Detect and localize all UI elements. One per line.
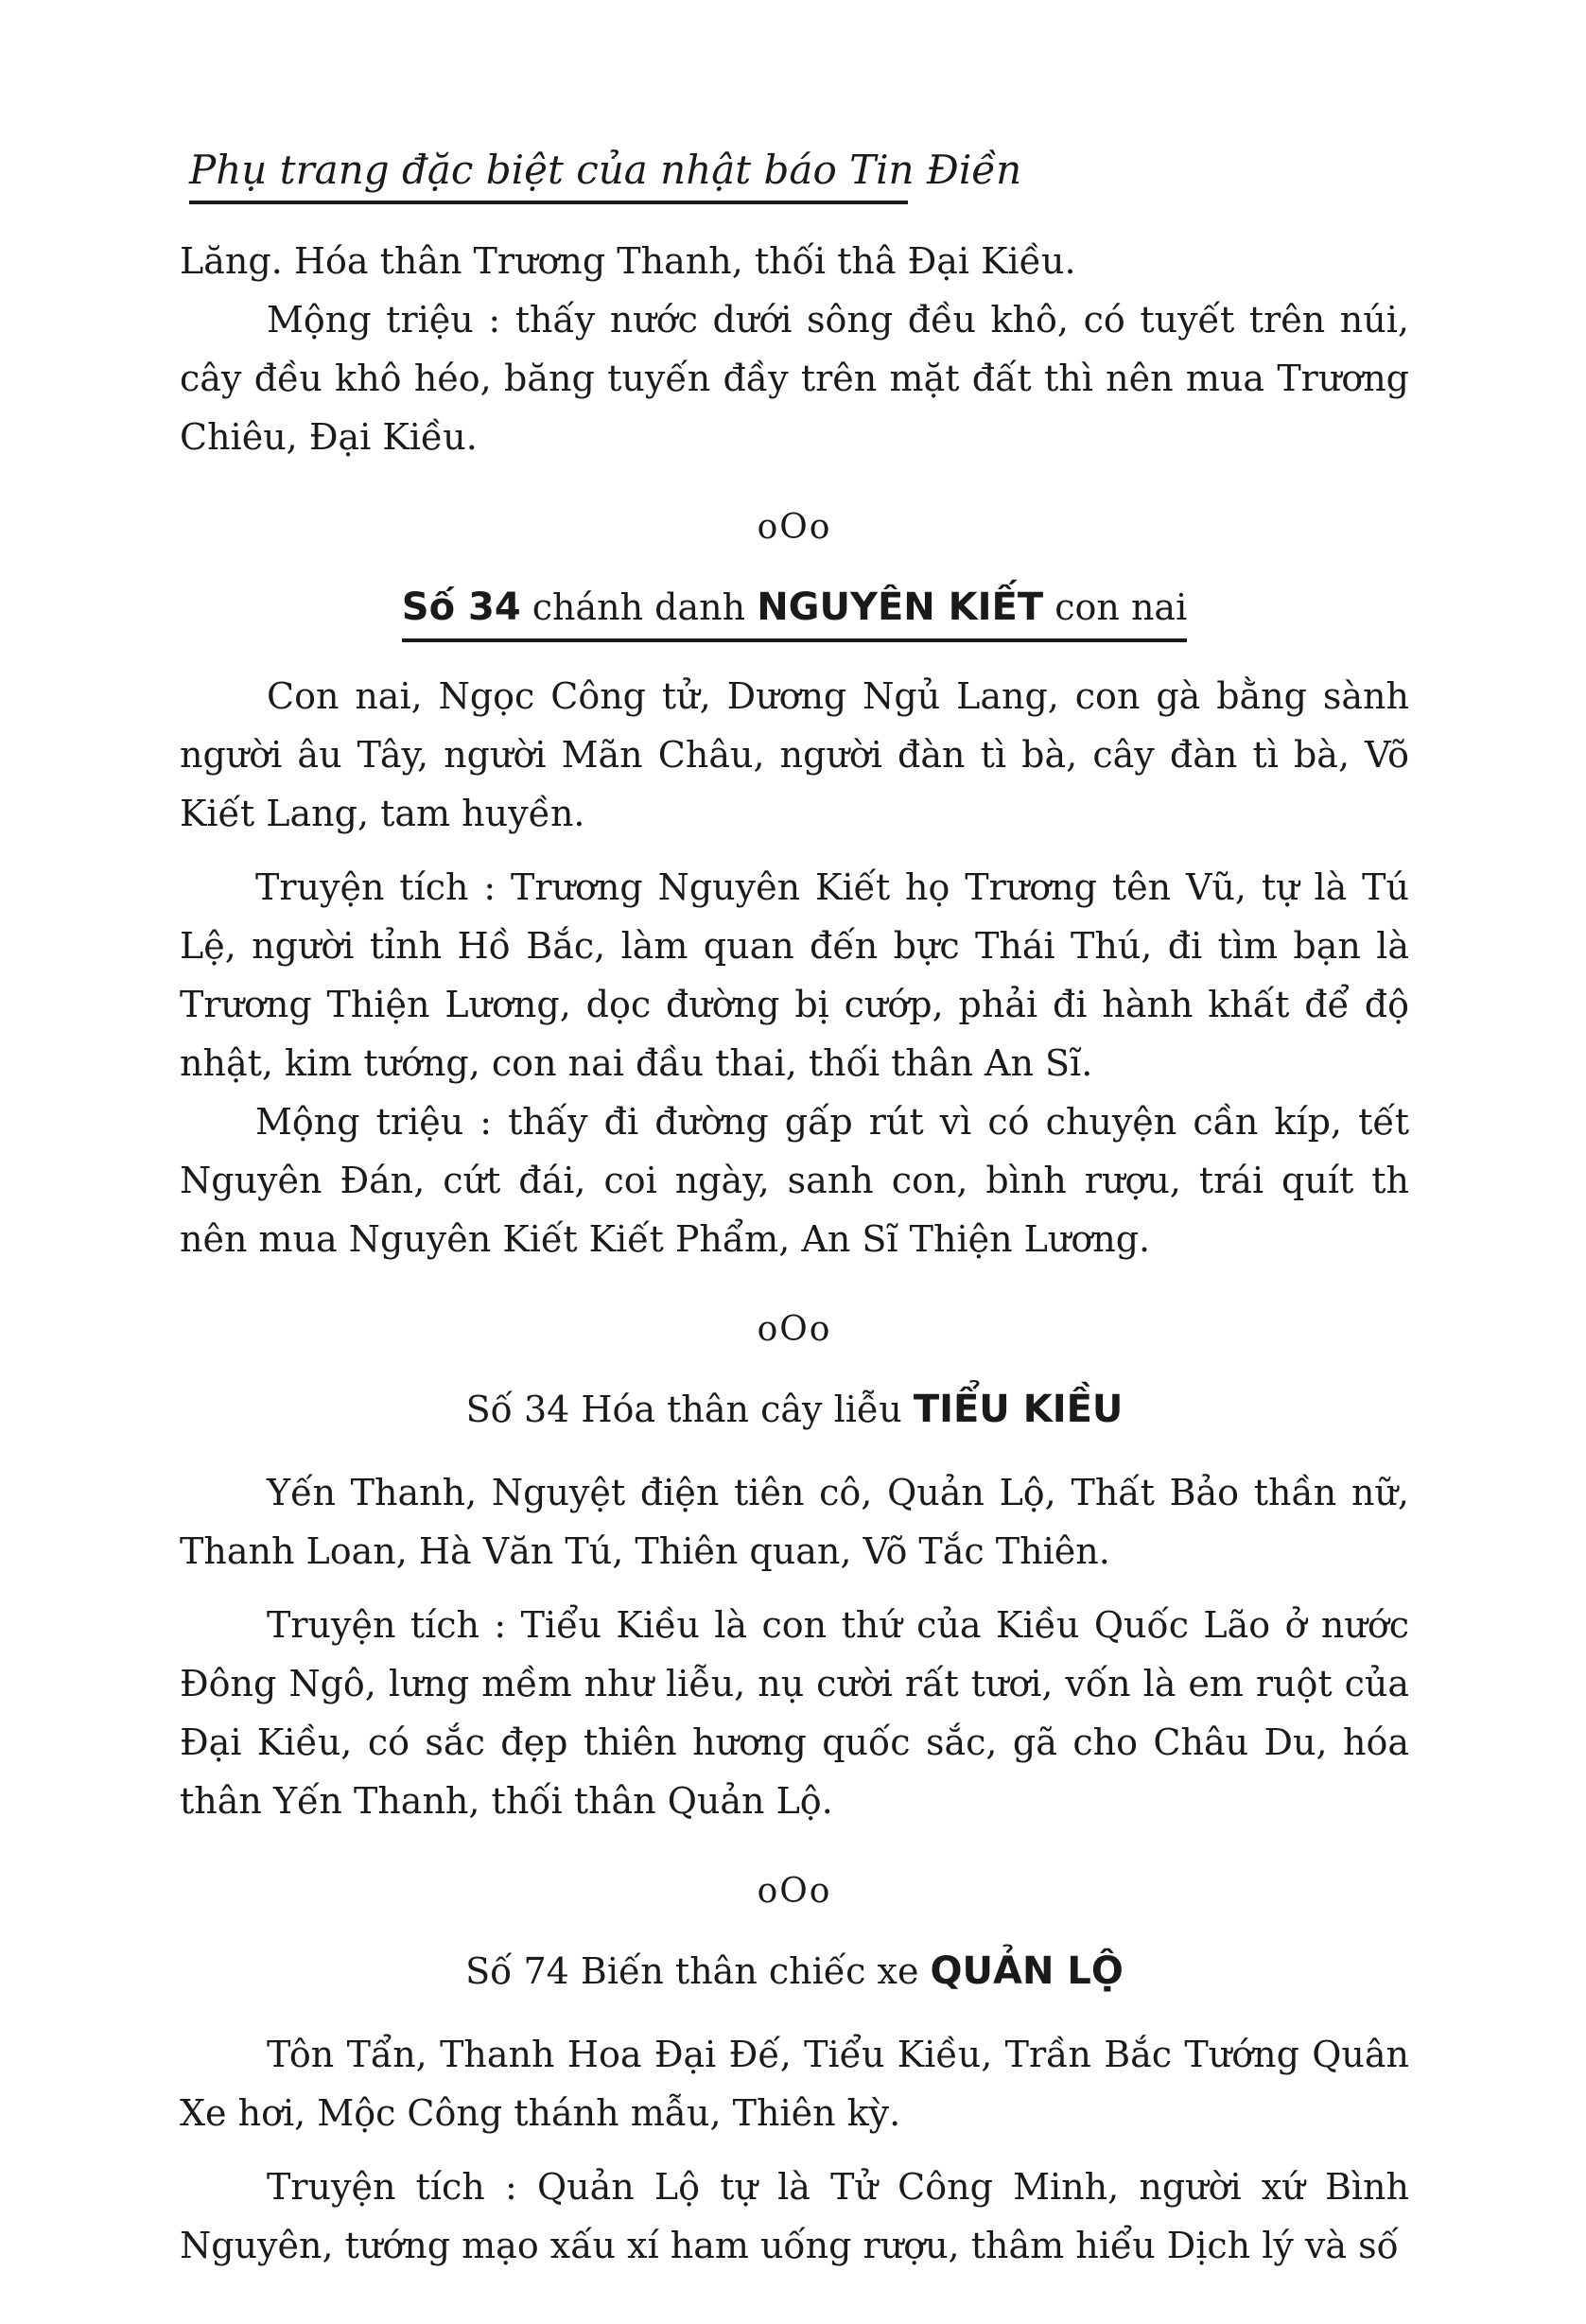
page-header [189, 147, 1022, 204]
paragraph: Truyện tích : Quản Lộ tự là Tử Công Minh, người xứ Bình Nguyên, tướng mạo xấu xí ham uống rượu, thâm hiểu Dịch lý và số [180, 2166, 1409, 2266]
entry-name: QUẢN LỘ [930, 1949, 1124, 1993]
entry-name: TIỂU KIỀU [913, 1388, 1124, 1431]
section-title [180, 1942, 1409, 2001]
entry-number: Số 34 [401, 585, 521, 629]
paragraph: Truyện tích : Trương Nguyên Kiết họ Trương tên Vũ, tự là Tú Lệ, người tỉnh Hồ Bắc, làm quan đến bực Thái Thú, đi tìm bạn là Trương Thiện Lương, dọc đường bị cướp, phải đi hành khất để độ nhật, kim tướng, con nai đầu thai, thối thân An Sĩ. [180, 866, 1409, 1084]
entry-name: NGUYÊN KIẾT [757, 585, 1044, 629]
page-content [180, 232, 1409, 2275]
paragraph: Con nai, Ngọc Công tử, Dương Ngủ Lang, con gà bằng sành người âu Tây, người Mãn Châu, người đàn tì bà, cây đàn tì bà, Võ Kiết Lang, tam huyền. [180, 675, 1409, 834]
paragraph: Truyện tích : Tiểu Kiều là con thứ của Kiều Quốc Lão ở nước Đông Ngô, lưng mềm như liễu, nụ cười rất tươi, vốn là em ruột của Đại Kiều, có sắc đẹp thiên hương quốc sắc, gã cho Châu Du, hóa thân Yến Thanh, thối thân Quản Lộ. [180, 1604, 1409, 1822]
header-text: Phụ trang đặc biệt của nhật báo Tin Điền [189, 147, 1022, 193]
section-separator: oOo [757, 508, 832, 547]
section-title [180, 1380, 1409, 1439]
title-text: con nai [1043, 586, 1188, 628]
section-title-underlined [402, 578, 1187, 642]
paragraph: Tôn Tẩn, Thanh Hoa Đại Đế, Tiểu Kiều, Trần Bắc Tướng Quân Xe hơi, Mộc Công thánh mẫu, Thiên kỳ. [180, 2034, 1409, 2134]
section-separator: oOo [757, 1872, 832, 1911]
title-text: chánh danh [520, 586, 758, 628]
section-separator: oOo [757, 1310, 832, 1349]
paragraph: Yến Thanh, Nguyệt điện tiên cô, Quản Lộ, Thất Bảo thần nữ, Thanh Loan, Hà Văn Tú, Thiên quan, Võ Tắc Thiên. [180, 1472, 1409, 1572]
section-title [180, 578, 1409, 642]
paragraph: Mộng triệu : thấy nước dưới sông đều khô, có tuyết trên núi, cây đều khô héo, băng tuyến đầy trên mặt đất thì nên mua Trương Chiêu, Đại Kiều. [180, 299, 1409, 458]
title-text: Số 74 Biến thân chiếc xe [465, 1950, 931, 1992]
paragraph: Mộng triệu : thấy đi đường gấp rút vì có chuyện cần kíp, tết Nguyên Đán, cứt đái, coi ngày, sanh con, bình rượu, trái quít th nên mua Nguyên Kiết Kiết Phẩm, An Sĩ Thiện Lương. [180, 1101, 1409, 1260]
title-text: Số 34 Hóa thân cây liễu [465, 1389, 914, 1430]
paragraph: Lăng. Hóa thân Trương Thanh, thối thâ Đại Kiều. [180, 240, 1076, 282]
